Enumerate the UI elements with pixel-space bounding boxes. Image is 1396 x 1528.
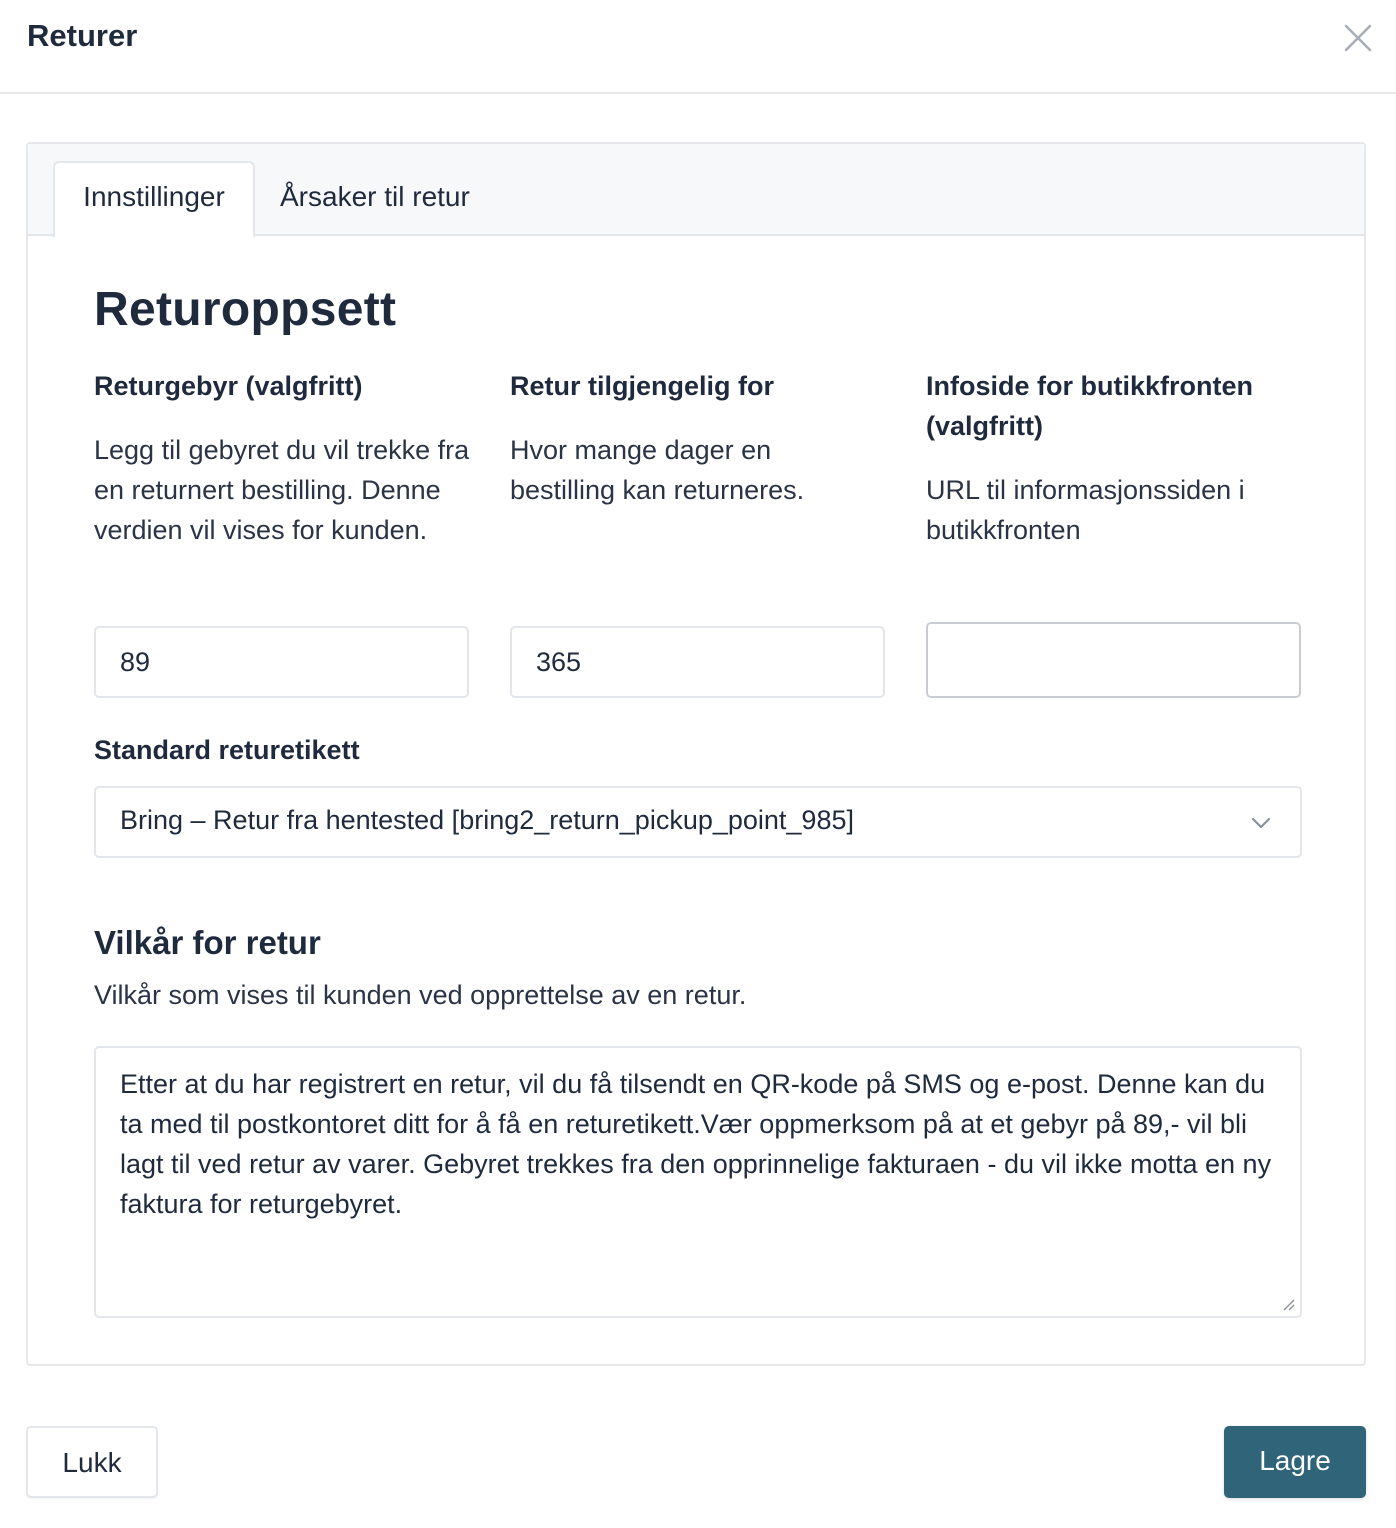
close-icon <box>1340 20 1376 56</box>
return-label-select[interactable] <box>94 786 1302 858</box>
chevron-down-icon <box>1248 810 1274 836</box>
section-title: Returoppsett <box>94 283 397 336</box>
dialog-title: Returer <box>27 18 138 53</box>
days-input[interactable]: 365 <box>510 626 885 698</box>
days-label: Retur tilgjengelig for <box>510 371 775 401</box>
days-description: Hvor mange dager en bestilling kan returneres. <box>510 435 805 505</box>
tab-bar <box>28 144 1364 236</box>
infopage-label: Infoside for butikkfronten (valgfritt) <box>926 371 1253 441</box>
resize-handle-icon[interactable] <box>1280 1296 1296 1312</box>
terms-description: Vilkår som vises til kunden ved opprettelse av en retur. <box>94 980 747 1010</box>
terms-text: Etter at du har registrert en retur, vil du få tilsendt en QR-kode på SMS og e-post. Denne kan du ta med til postkontoret ditt for å få en returetikett.Vær oppmerksom på at et gebyr på 89,- vil bli lagt til ved retur av varer. Gebyret trekkes fra den opprinnelige fakturaen - du vil ikke motta en ny faktura for returgebyret. <box>120 1069 1272 1219</box>
close-button[interactable] <box>1340 20 1376 56</box>
infopage-url-input[interactable] <box>926 622 1301 698</box>
return-label-select-value: Bring – Retur fra hentested [bring2_return_pickup_point_985] <box>120 805 854 835</box>
fee-input[interactable]: 89 <box>94 626 469 698</box>
settings-card <box>26 142 1366 1366</box>
fee-description: Legg til gebyret du vil trekke fra en returnert bestilling. Denne verdien vil vises for kunden. <box>94 435 470 545</box>
tab-innstillinger[interactable]: Innstillinger <box>53 161 255 238</box>
infopage-description: URL til informasjonssiden i butikkfronten <box>926 475 1245 545</box>
label-select-label: Standard returetikett <box>94 735 360 765</box>
tab-arsaker-til-retur[interactable]: Årsaker til retur <box>280 181 470 212</box>
fee-label: Returgebyr (valgfritt) <box>94 371 363 401</box>
close-dialog-button[interactable]: Lukk <box>26 1426 158 1498</box>
dialog-header <box>0 0 1396 94</box>
terms-title: Vilkår for retur <box>94 924 321 961</box>
save-button[interactable]: Lagre <box>1224 1426 1366 1498</box>
terms-textarea[interactable] <box>94 1046 1302 1318</box>
